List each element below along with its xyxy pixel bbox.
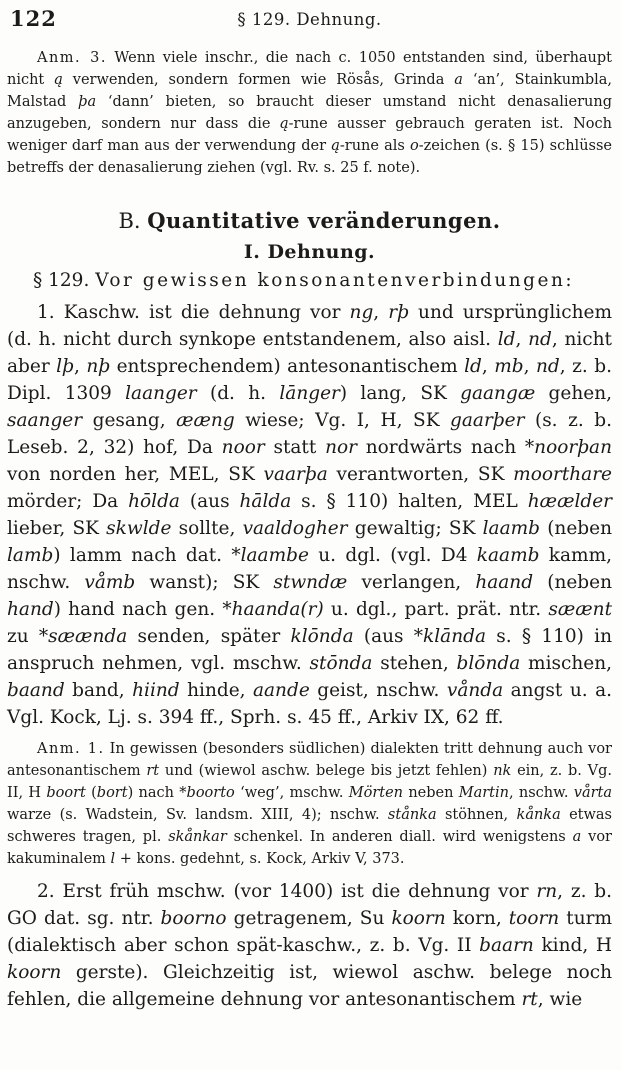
paragraph-2: 2. Erst früh mschw. (vor 1400) ist die dehnung vor rn, z. b. GO dat. sg. ntr. boorno getragenem, Su koorn korn, toorn turm (dialektisch aber schon spät-kaschw., z. b. Vg. II baarn kind, H koorn gerste). Gleichzeitig ist, wiewol aschw. belege noch fehlen, die allgemeine dehnung vor antesonantischem rt, wie [7, 881, 612, 1010]
section-letter: B. [118, 209, 141, 233]
section-title: Quantitative veränderungen. [147, 208, 501, 233]
section-heading [7, 208, 612, 233]
note-anm3: Anm. 3. Wenn viele inschr., die nach c. 1050 entstanden sind, überhaupt nicht ą verwenden, sondern formen wie Rösås, Grinda a ‘an’, Stainkumbla, Malstad þa ‘dann’ bieten, so braucht dieser umstand nicht denasalierung anzugeben, sondern nur dass die ą-rune ausser gebrauch geraten ist. Noch weniger darf man aus der verwendung der ą-rune als o-zeichen (s. § 15) schlüsse betreffs der denasalierung ziehen (vgl. Rv. s. 25 f. note). [7, 50, 613, 176]
paragraph-1: 1. Kaschw. ist die dehnung vor ng, rþ und ursprünglichem (d. h. nicht durch synkope entstandenem, also aisl. ld, nd, nicht aber lþ, nþ entsprechendem) antesonantischem ld, mb, nd, z. b. Dipl. 1309 laanger (d. h. lānger) lang, SK gaangæ gehen, saanger gesang, ææng wiese; Vg. I, H, SK gaarþer (s. z. b. Leseb. 2, 32) hof, Da noor statt nor nordwärts nach *noorþan von norden her, MEL, SK vaarþa verantworten, SK moorthare mörder; Da hōlda (aus hālda s. § 110) halten, MEL hæælder lieber, SK skwlde sollte, vaaldogher gewaltig; SK laamb (neben lamb) lamm nach dat. *laambe u. dgl. (vgl. D4 kaamb kamm, nschw. våmb wanst); SK stwndæ verlangen, haand (neben hand) hand nach gen. *haanda(r) u. dgl., part. prät. ntr. sæænt zu *sæænda senden, später klōnda (aus *klānda s. § 110) in anspruch nehmen, vgl. mschw. stōnda stehen, blōnda mischen, baand band, hiind hinde, aande geist, nschw. vånda angst u. a. Vgl. Kock, Lj. s. 394 ff., Sprh. s. 45 ff., Arkiv IX, 62 ff. [7, 302, 613, 728]
running-title: § 129. Dehnung. [237, 10, 382, 29]
paragraph-number: § 129. [33, 270, 90, 291]
paragraph-title: Vor gewissen konsonantenverbindungen: [95, 270, 575, 291]
page-number: 122 [10, 6, 57, 31]
note-anm1: Anm. 1. In gewissen (besonders südlichen) dialekten tritt dehnung auch vor antesonantischem rt und (wiewol aschw. belege bis jetzt fehlen) nk ein, z. b. Vg. II, H boort (bort) nach *boorto ‘weg’, mschw. Mörten neben Martin, nschw. vårta warze (s. Wadstein, Sv. landsm. XIII, 4); nschw. stånka stöhnen, kånka etwas schweres tragen, pl. skånkar schenkel. In anderen diall. wird wenigstens a vor kakuminalem l + kons. gedehnt, s. Kock, Arkiv V, 373. [7, 741, 612, 867]
page-header [7, 6, 612, 34]
paragraph-heading [7, 270, 612, 291]
subsection-heading: I. Dehnung. [243, 241, 376, 263]
